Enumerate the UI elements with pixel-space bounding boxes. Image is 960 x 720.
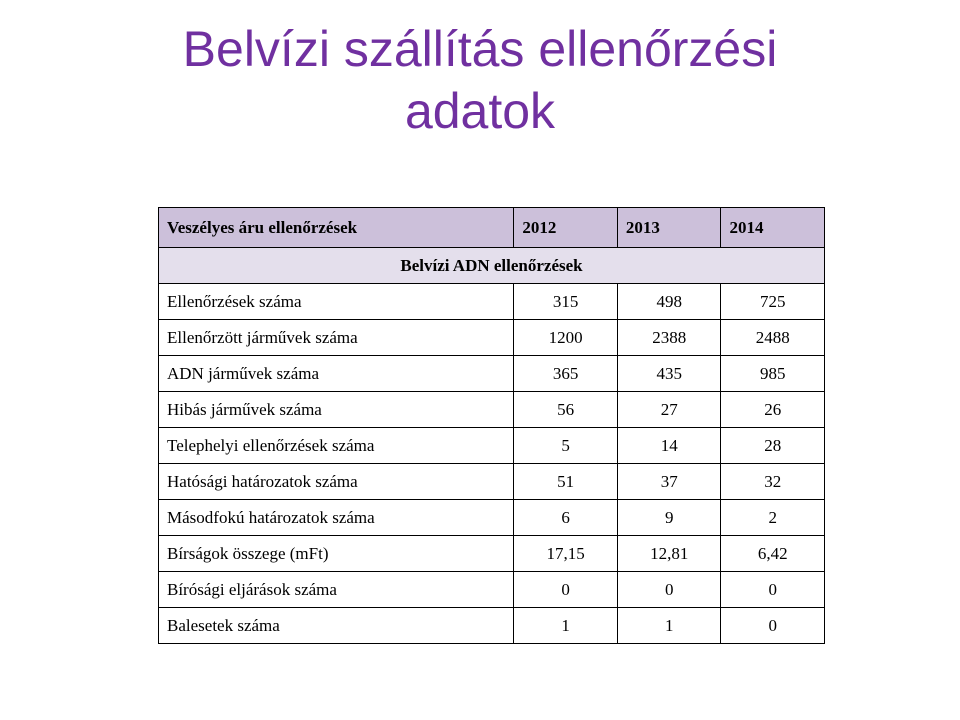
cell-2012: 17,15: [514, 536, 618, 572]
header-category: Veszélyes áru ellenőrzések: [159, 208, 514, 248]
cell-2012: 0: [514, 572, 618, 608]
table-row: [159, 536, 825, 572]
cell-2013: 12,81: [617, 536, 721, 572]
cell-2012: 315: [514, 284, 618, 320]
cell-2013: 37: [617, 464, 721, 500]
cell-2014: 26: [721, 392, 825, 428]
table-row: [159, 500, 825, 536]
row-label: Telephelyi ellenőrzések száma: [159, 428, 514, 464]
row-label: ADN járművek száma: [159, 356, 514, 392]
row-label: Ellenőrzött járművek száma: [159, 320, 514, 356]
cell-2014: 2: [721, 500, 825, 536]
row-label: Bírságok összege (mFt): [159, 536, 514, 572]
header-year-2014: 2014: [721, 208, 825, 248]
cell-2012: 5: [514, 428, 618, 464]
cell-2013: 435: [617, 356, 721, 392]
cell-2014: 0: [721, 608, 825, 644]
slide-title: [60, 18, 900, 142]
table-row: [159, 464, 825, 500]
slide-title-line-1: Belvízi szállítás ellenőrzési: [182, 21, 778, 77]
cell-2013: 498: [617, 284, 721, 320]
table-row: [159, 284, 825, 320]
table-row: [159, 608, 825, 644]
cell-2013: 9: [617, 500, 721, 536]
cell-2013: 14: [617, 428, 721, 464]
table-row: [159, 572, 825, 608]
table-header-row: [159, 208, 825, 248]
cell-2013: 1: [617, 608, 721, 644]
cell-2014: 6,42: [721, 536, 825, 572]
cell-2012: 6: [514, 500, 618, 536]
row-label: Balesetek száma: [159, 608, 514, 644]
header-year-2012: 2012: [514, 208, 618, 248]
table-row: [159, 356, 825, 392]
cell-2012: 365: [514, 356, 618, 392]
cell-2014: 28: [721, 428, 825, 464]
cell-2013: 2388: [617, 320, 721, 356]
cell-2012: 56: [514, 392, 618, 428]
cell-2013: 27: [617, 392, 721, 428]
row-label: Hatósági határozatok száma: [159, 464, 514, 500]
cell-2014: 0: [721, 572, 825, 608]
cell-2012: 1: [514, 608, 618, 644]
table-row: [159, 428, 825, 464]
row-label: Ellenőrzések száma: [159, 284, 514, 320]
cell-2014: 725: [721, 284, 825, 320]
table-row: [159, 320, 825, 356]
table-section-row: [159, 248, 825, 284]
slide-title-line-2: adatok: [404, 83, 556, 139]
inspection-data-table: [158, 207, 825, 644]
cell-2013: 0: [617, 572, 721, 608]
cell-2012: 1200: [514, 320, 618, 356]
header-year-2013: 2013: [617, 208, 721, 248]
row-label: Másodfokú határozatok száma: [159, 500, 514, 536]
cell-2014: 2488: [721, 320, 825, 356]
cell-2014: 985: [721, 356, 825, 392]
cell-2014: 32: [721, 464, 825, 500]
table-row: [159, 392, 825, 428]
section-label: Belvízi ADN ellenőrzések: [159, 248, 825, 284]
row-label: Bírósági eljárások száma: [159, 572, 514, 608]
cell-2012: 51: [514, 464, 618, 500]
row-label: Hibás járművek száma: [159, 392, 514, 428]
